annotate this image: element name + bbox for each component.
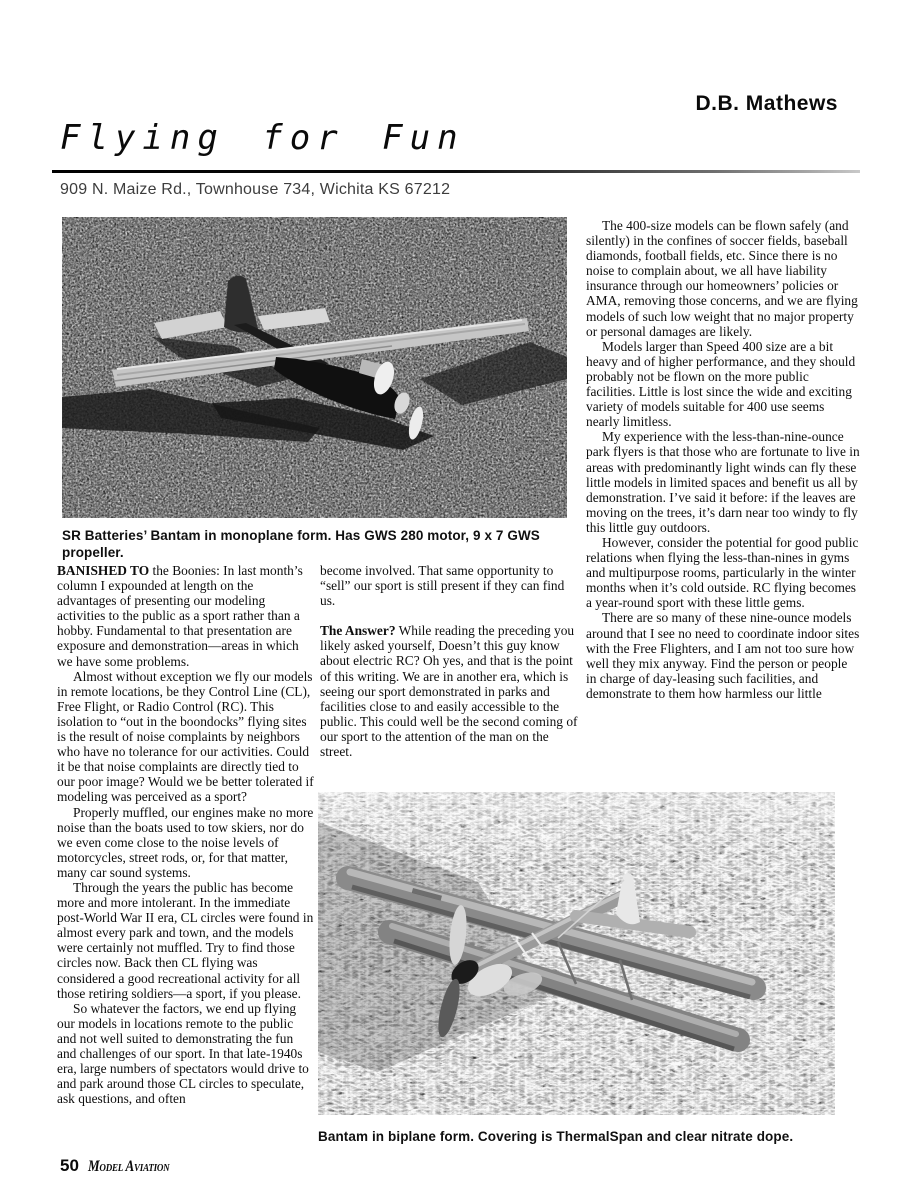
address-line: 909 N. Maize Rd., Townhouse 734, Wichita KS 67212	[60, 181, 451, 198]
photo-biplane	[318, 792, 835, 1115]
header-author: D.B. Mathews	[695, 92, 838, 115]
paragraph: BANISHED TO the Boonies: In last month’s column I expounded at length on the advantages of presenting our modeling activities to the public as a sport rather than a hobby. Fundamental to that presentation are exposure and demonstration—areas in which we have some problems.	[57, 563, 303, 669]
column-title: Flying for Fun	[60, 118, 465, 158]
paragraph: However, consider the potential for good public relations when flying the less-than-nines in gyms and multipurpose rooms, particularly in the winter months when it’s cold outside. RC flying becomes a year-round sport with these little gems.	[586, 534, 859, 611]
paragraph: My experience with the less-than-nine-ounce park flyers is that those who are fortunate to live in areas with predominantly light winds can fly these little models in limited spaces and benefit us all by demonstration. I’ve said it before: if the leaves are moving on the trees, it’s darn near too windy to fly this little guy outdoors.	[586, 429, 860, 535]
photo-monoplane	[62, 217, 567, 518]
header-rule	[52, 170, 860, 173]
paragraph: The 400-size models can be flown safely (and silently) in the confines of soccer fields, baseball diamonds, football fields, etc. Since there is no noise to complain about, we all have liability insurance through our homeowners’ policies or AMA, removing those concerns, and we are flying models of such low weight that no major property or personal damages are likely.	[586, 218, 858, 339]
footer	[60, 1156, 187, 1176]
magazine-title: Model Aviation	[87, 1158, 170, 1175]
column-1	[57, 563, 314, 1106]
paragraph: become involved. That same opportunity to “sell” our sport is still present if they can find us.	[320, 563, 565, 609]
paragraph: There are so many of these nine-ounce models around that I see no need to coordinate indoor sites with the Free Flighters, and I am not too sure how well they mix anyway. Find the person or people in charge of day-leasing such facilities, and demonstrate to them how harmless our little	[586, 610, 860, 701]
column-2	[320, 563, 578, 759]
photo1-caption: SR Batteries’ Bantam in monoplane form. Has GWS 280 motor, 9 x 7 GWS propeller.	[62, 528, 540, 560]
biplane-illustration	[318, 792, 835, 1115]
paragraph: Almost without exception we fly our models in remote locations, be they Control Line (CL), Free Flight, or Radio Control (RC). This isolation to “out in the boondocks” flying sites is the result of noise complaints by neighbors who have no tolerance for our activities. Could it be that noise complaints are directly tied to our poor image? Would we be better tolerated if modeling was perceived as a sport?	[57, 668, 314, 805]
column-3	[586, 218, 860, 701]
lead-in: The Answer?	[320, 623, 396, 639]
paragraph: So whatever the factors, we end up flying our models in locations remote to the public and not well suited to demonstrating the fun and challenges of our sport. In that late-1940s era, large numbers of spectators would drive to and park around those CL circles to speculate, ask questions, and often	[57, 1000, 309, 1107]
paragraph: The Answer? While reading the preceding you likely asked yourself, Doesn’t this guy know about electric RC? Oh yes, and that is the point of this writing. We are in another era, which is seeing our sport demonstrated in parks and facilities close to and easily accessible to the public. This could well be the second coming of our sport to the attention of the man on the street.	[320, 623, 578, 760]
monoplane-illustration	[62, 217, 567, 518]
paragraph: Properly muffled, our engines make no more noise than the boats used to tow skiers, nor do we even come close to the noise levels of motorcycles, street rods, or, for that matter, many car sound systems.	[57, 804, 314, 880]
paragraph: Through the years the public has become more and more intolerant. In the immediate post-World War II era, CL circles were found in almost every park and town, and the models were certainly not muffled. Try to find those circles now. Back then CL flying was considered a good recreational activity for all those retiring soldiers—a sport, if you please.	[57, 879, 314, 1001]
page-number: 50	[60, 1156, 79, 1175]
lead-in: BANISHED TO	[57, 563, 150, 578]
paragraph: Models larger than Speed 400 size are a bit heavy and of higher performance, and they should probably not be flown on the more public facilities. Little is lost since the wide and exciting variety of models suitable for 400 use seems nearly limitless.	[586, 338, 856, 430]
photo2-caption: Bantam in biplane form. Covering is ThermalSpan and clear nitrate dope.	[318, 1129, 794, 1144]
